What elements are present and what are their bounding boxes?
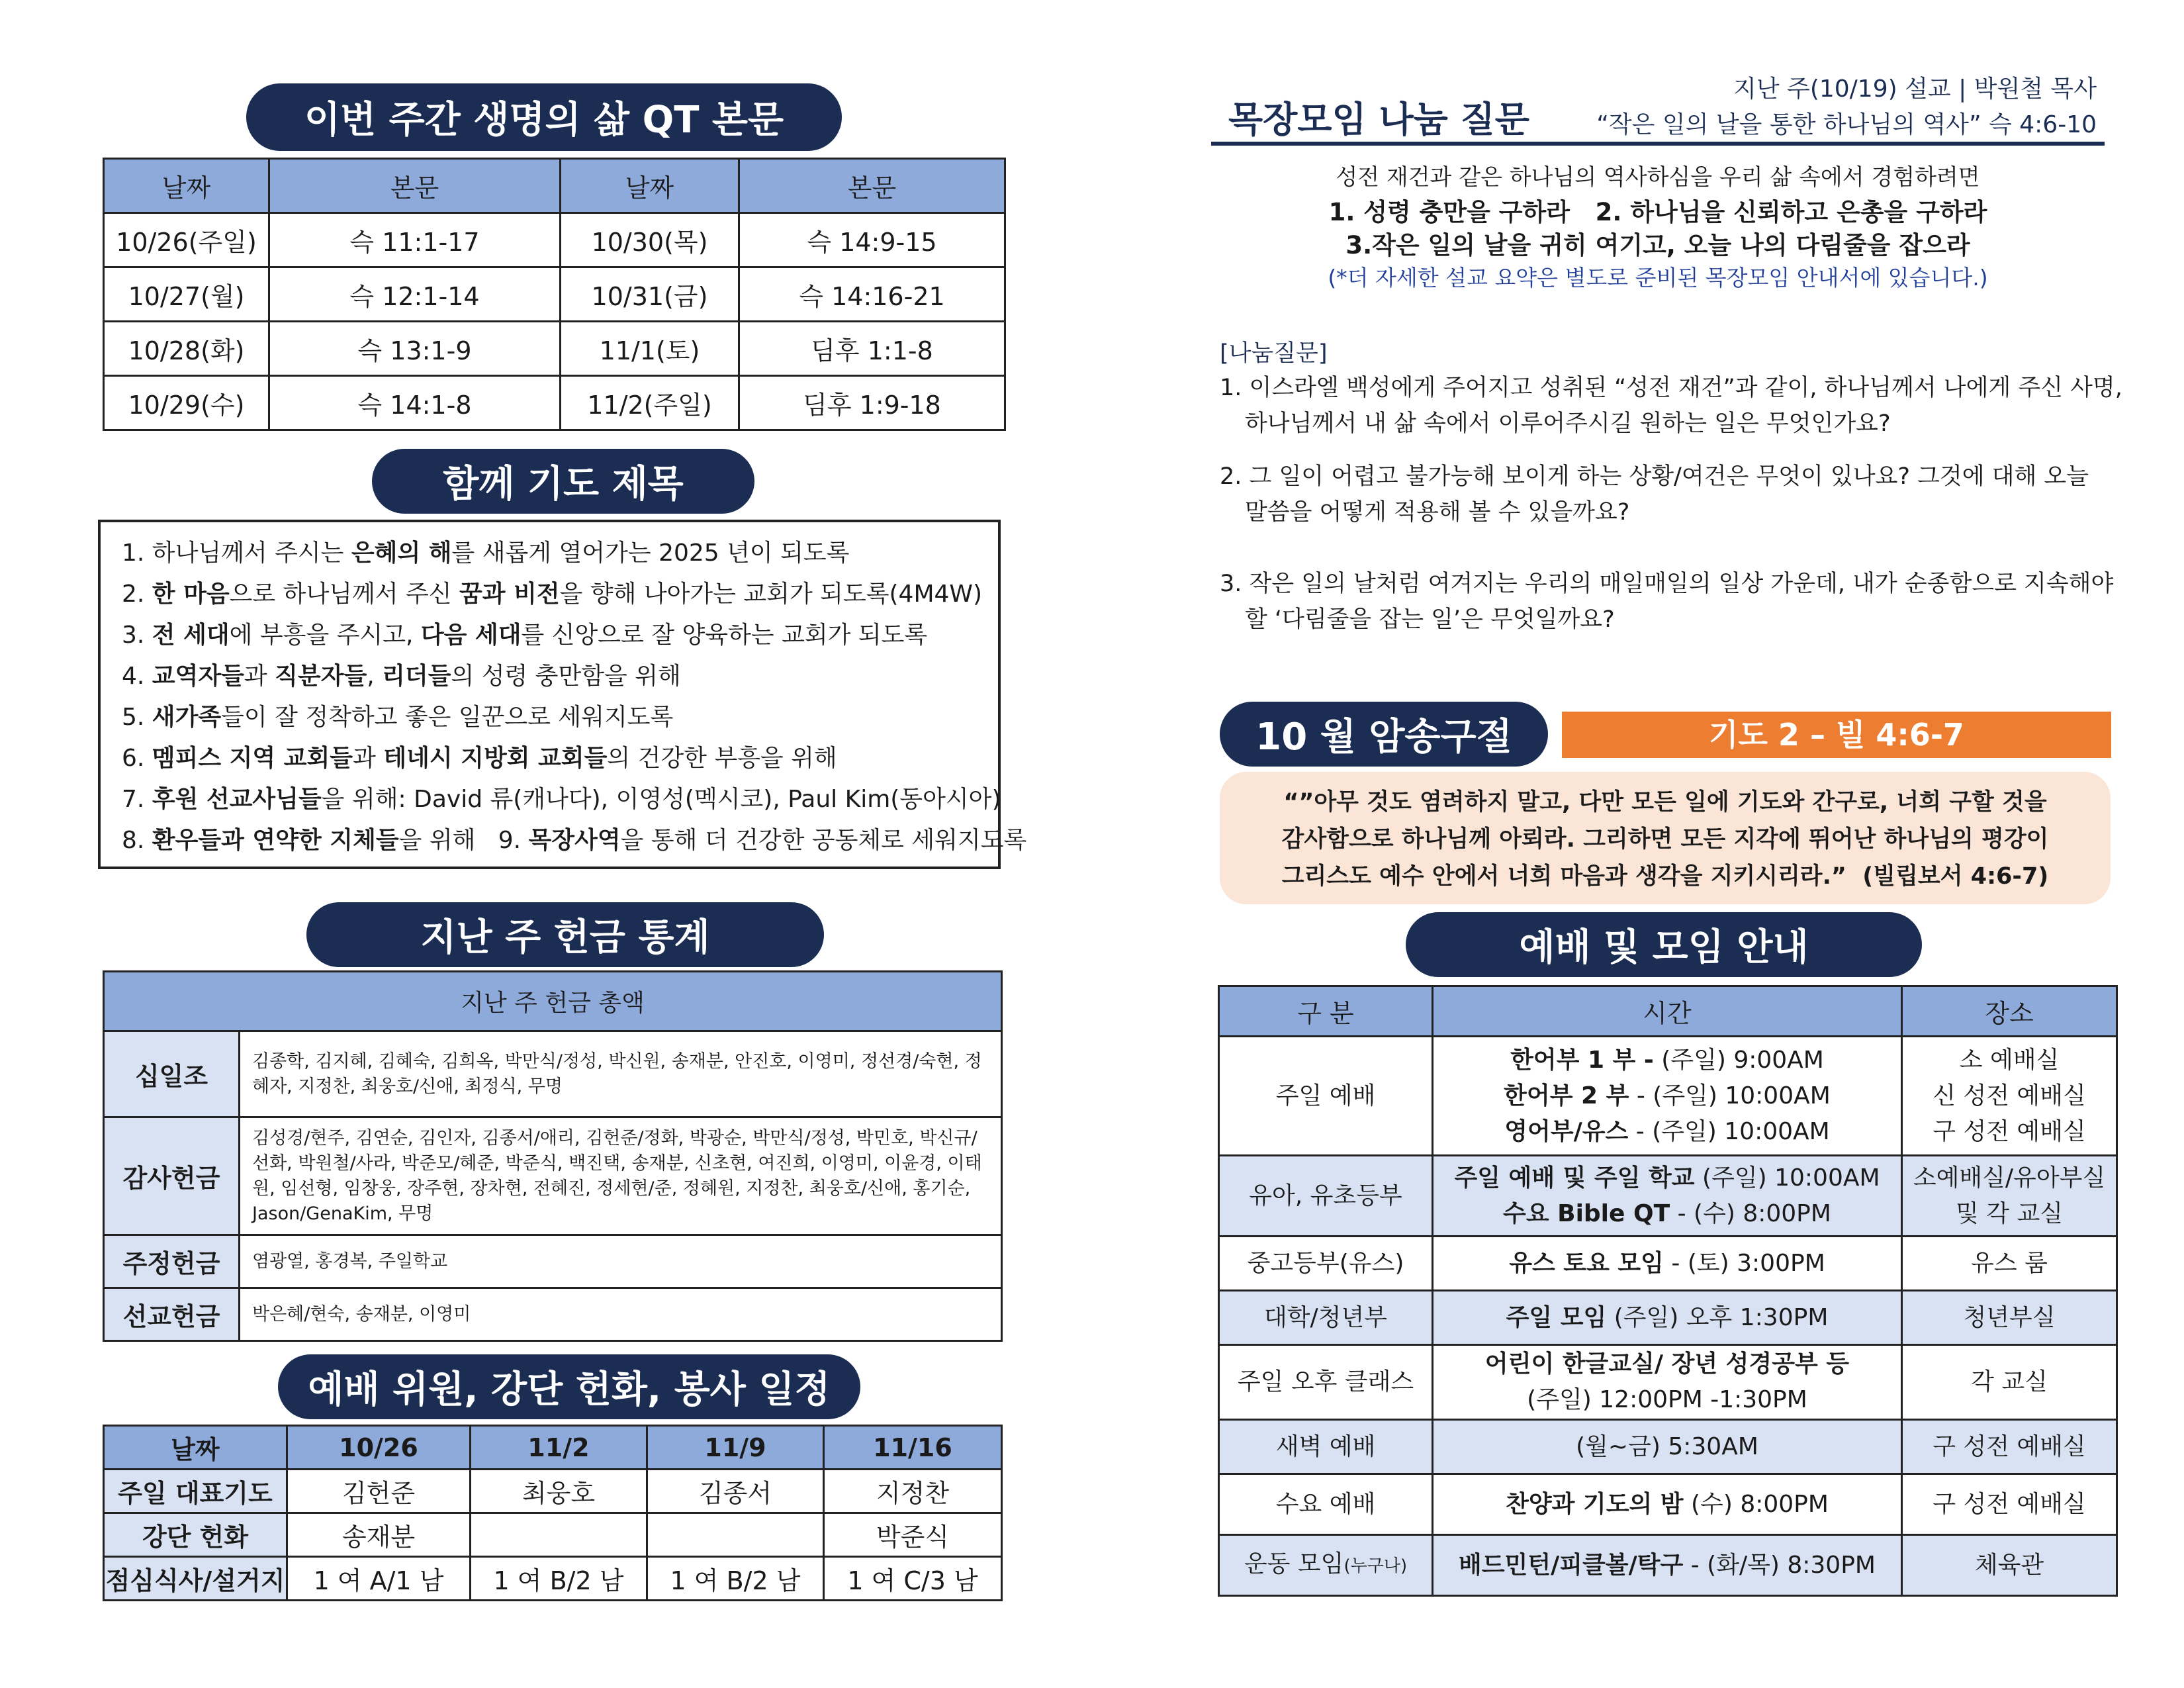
table-row [104, 322, 1005, 376]
qt-cell: 11/1(토) [561, 322, 739, 376]
prayer-item: 4. 교역자들과 직분자들, 리더들의 성령 충만함을 위해 [122, 663, 681, 690]
prayer-box [98, 520, 1027, 869]
table-row [1219, 1291, 2117, 1345]
services-title: 예배 및 모임 안내 [1406, 912, 1922, 977]
sharing-label: [나눔질문] [1220, 340, 1328, 367]
qt-header-text: 본문 [269, 159, 561, 213]
qt-header-text: 본문 [739, 159, 1005, 213]
offering-label: 십일조 [104, 1031, 240, 1117]
schedule-cell: 1 여 B/2 남 [471, 1557, 647, 1601]
schedule-cell: 1 여 A/1 남 [287, 1557, 471, 1601]
qt-cell: 딤후 1:9-18 [739, 376, 1005, 430]
service-time: 주일 예배 및 주일 학교 (주일) 10:00AM 수요 Bible QT - (수) 8:00PM [1433, 1156, 1902, 1237]
table-row [1219, 1474, 2117, 1535]
offering-names: 박은혜/현숙, 송재분, 이영미 [240, 1288, 1002, 1341]
offering-label: 선교헌금 [104, 1288, 240, 1341]
prayer-title: 함께 기도 제목 [372, 449, 754, 514]
table-row [1219, 1420, 2117, 1474]
qt-cell: 10/30(목) [561, 213, 739, 267]
table-row [104, 267, 1005, 322]
sharing-note: (*더 자세한 설교 요약은 별도로 준비된 목장모임 안내서에 있습니다.) [1328, 265, 1988, 291]
service-category: 운동 모임(누구나) [1219, 1535, 1433, 1596]
schedule-cell: 최웅호 [471, 1470, 647, 1513]
qt-cell: 슥 13:1-9 [269, 322, 561, 376]
table-row [104, 213, 1005, 267]
table-row [104, 1288, 1002, 1341]
table-row [1219, 1535, 2117, 1596]
qt-cell: 슥 14:1-8 [269, 376, 561, 430]
service-time: (월~금) 5:30AM [1433, 1420, 1902, 1474]
schedule-cell: 주일 대표기도 [104, 1470, 287, 1513]
qt-cell: 슥 14:16-21 [739, 267, 1005, 322]
offering-names: 김성경/현주, 김연순, 김인자, 김종서/애리, 김헌준/정화, 박광순, 박만식/정성, 박민호, 박신규/선화, 박원철/사라, 박준모/혜준, 박준식, 백진택, 송재분, 신초현, 여진희, 이영미, 이윤경, 이태원, 임선형, 임창웅, 장주현, 장차현, 전혜진, 정세현/준, 정혜원, 지정찬, 최웅호/신애, 홍기순, Jason/GenaKim, 무명 [240, 1117, 1002, 1235]
service-place: 유스 룸 [1902, 1237, 2117, 1291]
memory-verse-line: 그리스도 예수 안에서 너희 마음과 생각을 지키시리라.” (빌립보서 4:6-7) [1281, 863, 2049, 890]
service-place: 소예배실/유아부실 및 각 교실 [1902, 1156, 2117, 1237]
schedule-cell [647, 1513, 824, 1557]
qt-header-date: 날짜 [104, 159, 269, 213]
qt-cell: 10/29(수) [104, 376, 269, 430]
services-table [1218, 985, 2118, 1597]
qt-title: 이번 주간 생명의 삶 QT 본문 [246, 83, 842, 151]
offering-names: 염광열, 홍경복, 주일학교 [240, 1235, 1002, 1288]
schedule-cell [471, 1513, 647, 1557]
table-row [1219, 1237, 2117, 1291]
schedule-cell: 강단 헌화 [104, 1513, 287, 1557]
service-time: 배드민턴/피클볼/탁구 - (화/목) 8:30PM [1433, 1535, 1902, 1596]
schedule-cell: 1 여 C/3 남 [824, 1557, 1002, 1601]
table-row [104, 1513, 1002, 1557]
sermon-title: “작은 일의 날을 통한 하나님의 역사” 슥 4:6-10 [1596, 111, 2097, 138]
service-category: 유아, 유초등부 [1219, 1156, 1433, 1237]
sharing-divider [1211, 142, 2105, 146]
offering-total-label: 지난 주 헌금 총액 [104, 972, 1002, 1031]
service-time: 찬양과 기도의 밤 (수) 8:00PM [1433, 1474, 1902, 1535]
prayer-item: 8. 환우들과 연약한 지체들을 위해 9. 목장사역을 통해 더 건강한 공동체로 세워지도록 [122, 827, 1027, 854]
schedule-title: 예배 위원, 강단 헌화, 봉사 일정 [278, 1354, 860, 1419]
table-row [104, 376, 1005, 430]
schedule-cell: 점심식사/설거지 [104, 1557, 287, 1601]
qt-table [103, 158, 1006, 431]
schedule-cell: 1 여 B/2 남 [647, 1557, 824, 1601]
service-category: 수요 예배 [1219, 1474, 1433, 1535]
table-row [104, 1031, 1002, 1117]
service-category: 주일 오후 클래스 [1219, 1345, 1433, 1420]
sharing-points: 1. 성령 충만을 구하라 2. 하나님을 신뢰하고 은총을 구하라 [1328, 198, 1987, 226]
service-place: 체육관 [1902, 1535, 2117, 1596]
question-1: 1. 이스라엘 백성에게 주어지고 성취된 “성전 재건”과 같이, 하나님께서 나에게 주신 사명, [1220, 375, 2122, 401]
qt-cell: 슥 12:1-14 [269, 267, 561, 322]
schedule-cell: 박준식 [824, 1513, 1002, 1557]
service-time: 유스 토요 모임 - (토) 3:00PM [1433, 1237, 1902, 1291]
service-category: 새벽 예배 [1219, 1420, 1433, 1474]
qt-cell: 11/2(주일) [561, 376, 739, 430]
prayer-item: 3. 전 세대에 부흥을 주시고, 다음 세대를 신앙으로 잘 양육하는 교회가 되도록 [122, 622, 928, 649]
service-time: 어린이 한글교실/ 장년 성경공부 등 (주일) 12:00PM -1:30PM [1433, 1345, 1902, 1420]
schedule-cell: 김헌준 [287, 1470, 471, 1513]
qt-cell: 딤후 1:1-8 [739, 322, 1005, 376]
memory-badge: 기도 2 – 빌 4:6-7 [1562, 712, 2111, 758]
question-1-cont: 하나님께서 내 삶 속에서 이루어주시길 원하는 일은 무엇인가요? [1245, 410, 1891, 437]
service-time: 한어부 1 부 - (주일) 9:00AM 한어부 2 부 - (주일) 10:00AM 영어부/유스 - (주일) 10:00AM [1433, 1037, 1902, 1156]
sharing-points: 3.작은 일의 날을 귀히 여기고, 오늘 나의 다림줄을 잡으라 [1345, 231, 1970, 259]
prayer-item: 7. 후원 선교사님들을 위해: David 류(캐나다), 이영성(멕시코), Paul Kim(동아시아) [122, 786, 1001, 813]
table-row [1219, 1345, 2117, 1420]
qt-cell: 10/26(주일) [104, 213, 269, 267]
qt-header-date: 날짜 [561, 159, 739, 213]
schedule-cell: 송재분 [287, 1513, 471, 1557]
question-3-cont: 할 ‘다림줄을 잡는 일’은 무엇일까요? [1245, 606, 1615, 633]
memory-title: 10 월 암송구절 [1220, 702, 1548, 767]
service-category: 중고등부(유스) [1219, 1237, 1433, 1291]
schedule-header: 날짜 [104, 1426, 287, 1470]
services-header: 장소 [1902, 986, 2117, 1037]
prayer-item: 1. 하나님께서 주시는 은혜의 해를 새롭게 열어가는 2025 년이 되도록 [122, 539, 850, 567]
offering-title: 지난 주 헌금 통계 [306, 902, 824, 967]
qt-cell: 슥 14:9-15 [739, 213, 1005, 267]
schedule-header: 11/16 [824, 1426, 1002, 1470]
service-place: 구 성전 예배실 [1902, 1474, 2117, 1535]
table-row [104, 1470, 1002, 1513]
schedule-header: 11/9 [647, 1426, 824, 1470]
sharing-intro: 성전 재건과 같은 하나님의 역사하심을 우리 삶 속에서 경험하려면 [1336, 164, 1980, 191]
offering-label: 주정헌금 [104, 1235, 240, 1288]
table-row [1219, 1156, 2117, 1237]
service-place: 구 성전 예배실 [1902, 1420, 2117, 1474]
services-header: 시간 [1433, 986, 1902, 1037]
offering-label: 감사헌금 [104, 1117, 240, 1235]
memory-verse-box [1220, 772, 2111, 904]
table-row [104, 1117, 1002, 1235]
schedule-cell: 김종서 [647, 1470, 824, 1513]
table-row [1219, 1037, 2117, 1156]
memory-verse-line: 감사함으로 하나님께 아뢰라. 그리하면 모든 지각에 뛰어난 하나님의 평강이 [1281, 826, 2049, 853]
qt-cell: 10/31(금) [561, 267, 739, 322]
prayer-item: 2. 한 마음으로 하나님께서 주신 꿈과 비전을 향해 나아가는 교회가 되도록(4M4W) [122, 581, 983, 608]
sermon-info: 지난 주(10/19) 설교 | 박원철 목사 [1733, 75, 2097, 103]
offering-table [103, 970, 1003, 1342]
table-row [104, 1235, 1002, 1288]
memory-verse-line: “”아무 것도 염려하지 말고, 다만 모든 일에 기도와 간구로, 너희 구할 것을 [1283, 789, 2047, 816]
table-row [104, 1557, 1002, 1601]
prayer-item: 6. 멤피스 지역 교회들과 테네시 지방회 교회들의 건강한 부흥을 위해 [122, 745, 837, 772]
service-category: 대학/청년부 [1219, 1291, 1433, 1345]
schedule-cell: 지정찬 [824, 1470, 1002, 1513]
question-2: 2. 그 일이 어렵고 불가능해 보이게 하는 상황/여건은 무엇이 있나요? 그것에 대해 오늘 [1220, 463, 2089, 490]
offering-names: 김종학, 김지혜, 김혜숙, 김희옥, 박만식/정성, 박신원, 송재분, 안진호, 이영미, 정선경/숙현, 정혜자, 지정찬, 최웅호/신애, 최정식, 무명 [240, 1031, 1002, 1117]
service-time: 주일 모임 (주일) 오후 1:30PM [1433, 1291, 1902, 1345]
sharing-title: 목장모임 나눔 질문 [1228, 99, 1529, 140]
service-place: 청년부실 [1902, 1291, 2117, 1345]
qt-cell: 10/27(월) [104, 267, 269, 322]
qt-cell: 10/28(화) [104, 322, 269, 376]
services-header: 구 분 [1219, 986, 1433, 1037]
question-3: 3. 작은 일의 날처럼 여겨지는 우리의 매일매일의 일상 가운데, 내가 순종함으로 지속해야 [1220, 571, 2114, 597]
service-place: 소 예배실 신 성전 예배실 구 성전 예배실 [1902, 1037, 2117, 1156]
service-place: 각 교실 [1902, 1345, 2117, 1420]
schedule-header: 11/2 [471, 1426, 647, 1470]
question-2-cont: 말씀을 어떻게 적용해 볼 수 있을까요? [1245, 499, 1630, 526]
prayer-item: 5. 새가족들이 잘 정착하고 좋은 일꾼으로 세워지도록 [122, 704, 674, 731]
schedule-header: 10/26 [287, 1426, 471, 1470]
schedule-table [103, 1425, 1003, 1601]
service-category: 주일 예배 [1219, 1037, 1433, 1156]
qt-cell: 슥 11:1-17 [269, 213, 561, 267]
